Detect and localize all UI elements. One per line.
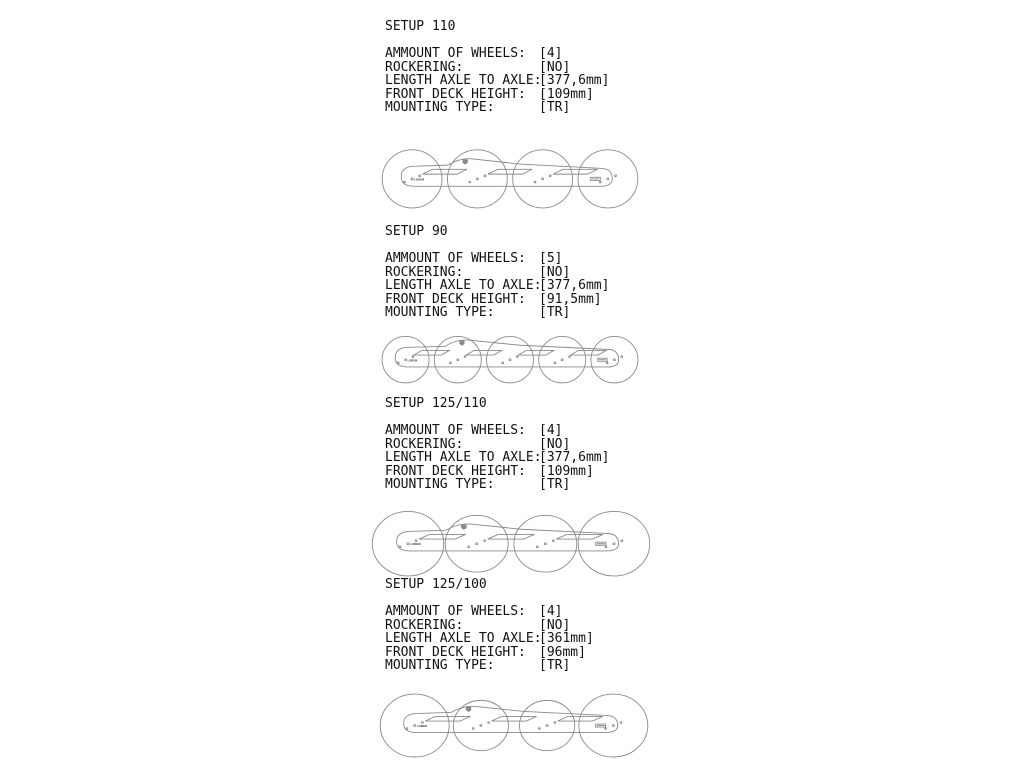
wheel-circle: [539, 336, 586, 383]
spec-value: [NO]: [539, 617, 571, 633]
axle-hole: [414, 725, 416, 727]
brand-wordmark: LOREM: [416, 725, 427, 729]
frame-outline: [404, 706, 618, 732]
frame-hole: [606, 362, 608, 364]
spec-label: AMMOUNT OF WHEELS:: [385, 251, 526, 266]
frame-hole: [554, 722, 556, 724]
wheel-circle: [445, 515, 508, 572]
spec-row-mounting: [385, 306, 655, 320]
frame-hole: [536, 546, 538, 548]
frame-hole: [554, 362, 556, 364]
frame-hole: [464, 356, 466, 358]
spec-value: [377,6mm]: [539, 278, 610, 294]
wheel-circle: [520, 700, 575, 750]
frame-hole: [605, 546, 607, 548]
spec-row-rockering: [385, 61, 655, 75]
spec-value: [NO]: [539, 59, 571, 75]
spec-value: [4]: [539, 604, 563, 619]
setup-110-frame-diagram: [380, 135, 640, 209]
brand-wordmark: LOREM: [410, 543, 421, 547]
frame-hole: [502, 362, 504, 364]
spec-label: LENGTH AXLE TO AXLE:: [385, 631, 542, 647]
spec-label: MOUNTING TYPE:: [385, 100, 495, 116]
frame-hole: [419, 175, 421, 177]
setup-110-specs: [385, 20, 655, 115]
frame-hole: [552, 540, 554, 542]
frame-diagram-svg: [370, 497, 652, 577]
setup-title: SETUP 110: [385, 19, 456, 34]
frame-hole: [488, 722, 490, 724]
spec-value: [91,5mm]: [539, 291, 602, 307]
axle-hole: [476, 178, 478, 180]
frame-cutout: [414, 350, 450, 355]
spec-value: [TR]: [539, 658, 571, 674]
spec-row-axle-length: [385, 451, 655, 465]
frame-hole: [397, 362, 399, 364]
spec-row-axle-length: [385, 74, 655, 88]
spec-row-wheels: [385, 47, 655, 61]
spec-label: FRONT DECK HEIGHT:: [385, 291, 526, 307]
spec-label: LENGTH AXLE TO AXLE:: [385, 450, 542, 466]
frame-hole: [620, 722, 622, 724]
frame-cutout: [571, 350, 607, 355]
spec-label: AMMOUNT OF WHEELS:: [385, 423, 526, 438]
spec-row-rockering: [385, 438, 655, 452]
frame-hole: [404, 181, 406, 183]
spec-row-rockering: [385, 266, 655, 280]
frame-hole: [469, 181, 471, 183]
setup-125-100-specs: [385, 578, 655, 673]
spec-value: [109mm]: [539, 86, 594, 102]
spec-row-wheels: [385, 605, 655, 619]
axle-hole: [544, 543, 546, 545]
frame-hole: [406, 728, 408, 730]
frame-hole: [516, 356, 518, 358]
axle-hole: [613, 359, 615, 361]
frame-drawing: [382, 336, 638, 383]
spec-row-axle-length: [385, 632, 655, 646]
frame-cutout: [488, 169, 532, 174]
axle-hole: [509, 359, 511, 361]
spec-label: ROCKERING:: [385, 264, 464, 280]
setup-title: SETUP 90: [385, 224, 448, 239]
axle-hole: [480, 725, 482, 727]
frame-cutout: [518, 350, 554, 355]
axle-hole: [561, 359, 563, 361]
spec-value: [377,6mm]: [539, 73, 610, 89]
spec-label: AMMOUNT OF WHEELS:: [385, 46, 526, 61]
frame-diagram-svg: [378, 680, 650, 758]
spec-label: ROCKERING:: [385, 436, 464, 452]
spec-row-mounting: [385, 101, 655, 115]
setup-title: SETUP 125/100: [385, 577, 487, 592]
frame-hole: [621, 540, 623, 542]
setup-125-110-frame-diagram: [370, 497, 652, 577]
spec-row-mounting: [385, 478, 655, 492]
spec-value: [NO]: [539, 264, 571, 280]
wheel-circle: [579, 694, 648, 757]
spec-value: [4]: [539, 46, 563, 61]
frame-hole: [468, 546, 470, 548]
frame-cutout: [423, 169, 467, 174]
wheel-circle: [382, 336, 429, 383]
setup-125-110-specs: [385, 397, 655, 492]
axle-hole: [613, 543, 615, 545]
spec-label: FRONT DECK HEIGHT:: [385, 86, 526, 102]
frame-hole: [615, 175, 617, 177]
frame-hole: [399, 546, 401, 548]
frame-hole: [450, 362, 452, 364]
spec-label: ROCKERING:: [385, 59, 464, 75]
frame-hole: [569, 356, 571, 358]
wheel-circle: [514, 515, 577, 572]
frame-cutout: [466, 350, 502, 355]
spec-value: [4]: [539, 423, 563, 438]
spec-row-deck-height: [385, 88, 655, 102]
spec-row-mounting: [385, 659, 655, 673]
wheel-circle: [487, 336, 534, 383]
brand-wordmark: LOREM: [414, 178, 425, 182]
spec-label: FRONT DECK HEIGHT:: [385, 644, 526, 660]
shield-logo-icon: [463, 160, 467, 164]
frame-hole: [605, 728, 607, 730]
axle-hole: [405, 359, 407, 361]
shield-logo-icon: [460, 341, 464, 345]
axle-hole: [546, 725, 548, 727]
spec-value: [377,6mm]: [539, 450, 610, 466]
frame-cutout: [553, 169, 597, 174]
frame-hole: [534, 181, 536, 183]
spec-value: [5]: [539, 251, 563, 266]
axle-hole: [407, 543, 409, 545]
frame-hole: [422, 722, 424, 724]
frame-hole: [599, 181, 601, 183]
setup-125-100-frame-diagram: [378, 680, 650, 758]
spec-row-wheels: [385, 424, 655, 438]
spec-row-deck-height: [385, 293, 655, 307]
spec-label: FRONT DECK HEIGHT:: [385, 463, 526, 479]
spec-row-rockering: [385, 619, 655, 633]
spec-value: [TR]: [539, 477, 571, 493]
spec-value: [TR]: [539, 305, 571, 321]
spec-value: [TR]: [539, 100, 571, 116]
axle-hole: [542, 178, 544, 180]
spec-row-axle-length: [385, 279, 655, 293]
spec-value: [96mm]: [539, 644, 586, 660]
axle-hole: [457, 359, 459, 361]
wheel-circle: [372, 511, 444, 576]
spec-label: AMMOUNT OF WHEELS:: [385, 604, 526, 619]
spec-value: [109mm]: [539, 463, 594, 479]
spec-value: [361mm]: [539, 631, 594, 647]
frame-hole: [412, 356, 414, 358]
frame-hole: [538, 728, 540, 730]
spec-value: [NO]: [539, 436, 571, 452]
axle-hole: [411, 178, 413, 180]
axle-hole: [476, 543, 478, 545]
spec-label: LENGTH AXLE TO AXLE:: [385, 73, 542, 89]
frame-diagram-svg: [380, 135, 640, 209]
spec-row-wheels: [385, 252, 655, 266]
setup-90-frame-diagram: [380, 322, 640, 384]
spec-label: MOUNTING TYPE:: [385, 305, 495, 321]
axle-hole: [612, 725, 614, 727]
spec-label: MOUNTING TYPE:: [385, 658, 495, 674]
frame-diagram-svg: [380, 322, 640, 384]
spec-label: MOUNTING TYPE:: [385, 477, 495, 493]
brand-wordmark: LOREM: [407, 359, 418, 363]
setup-90-specs: [385, 225, 655, 320]
shield-logo-icon: [462, 525, 467, 529]
axle-hole: [607, 178, 609, 180]
wheel-circle: [434, 336, 481, 383]
wheel-circle: [380, 694, 449, 757]
frame-hole: [621, 356, 623, 358]
spec-label: ROCKERING:: [385, 617, 464, 633]
spec-row-deck-height: [385, 646, 655, 660]
frame-cutout: [488, 534, 535, 539]
wheel-circle: [578, 511, 650, 576]
frame-hole: [484, 540, 486, 542]
spec-label: LENGTH AXLE TO AXLE:: [385, 278, 542, 294]
frame-hole: [484, 175, 486, 177]
frame-hole: [549, 175, 551, 177]
setup-title: SETUP 125/110: [385, 396, 487, 411]
spec-row-deck-height: [385, 465, 655, 479]
frame-hole: [415, 540, 417, 542]
wheel-circle: [447, 150, 507, 208]
wheel-circle: [382, 150, 442, 208]
shield-logo-icon: [466, 707, 470, 711]
wheel-circle: [578, 150, 638, 208]
frame-hole: [472, 728, 474, 730]
wheel-circle: [513, 150, 573, 208]
frame-cutout: [491, 716, 536, 721]
